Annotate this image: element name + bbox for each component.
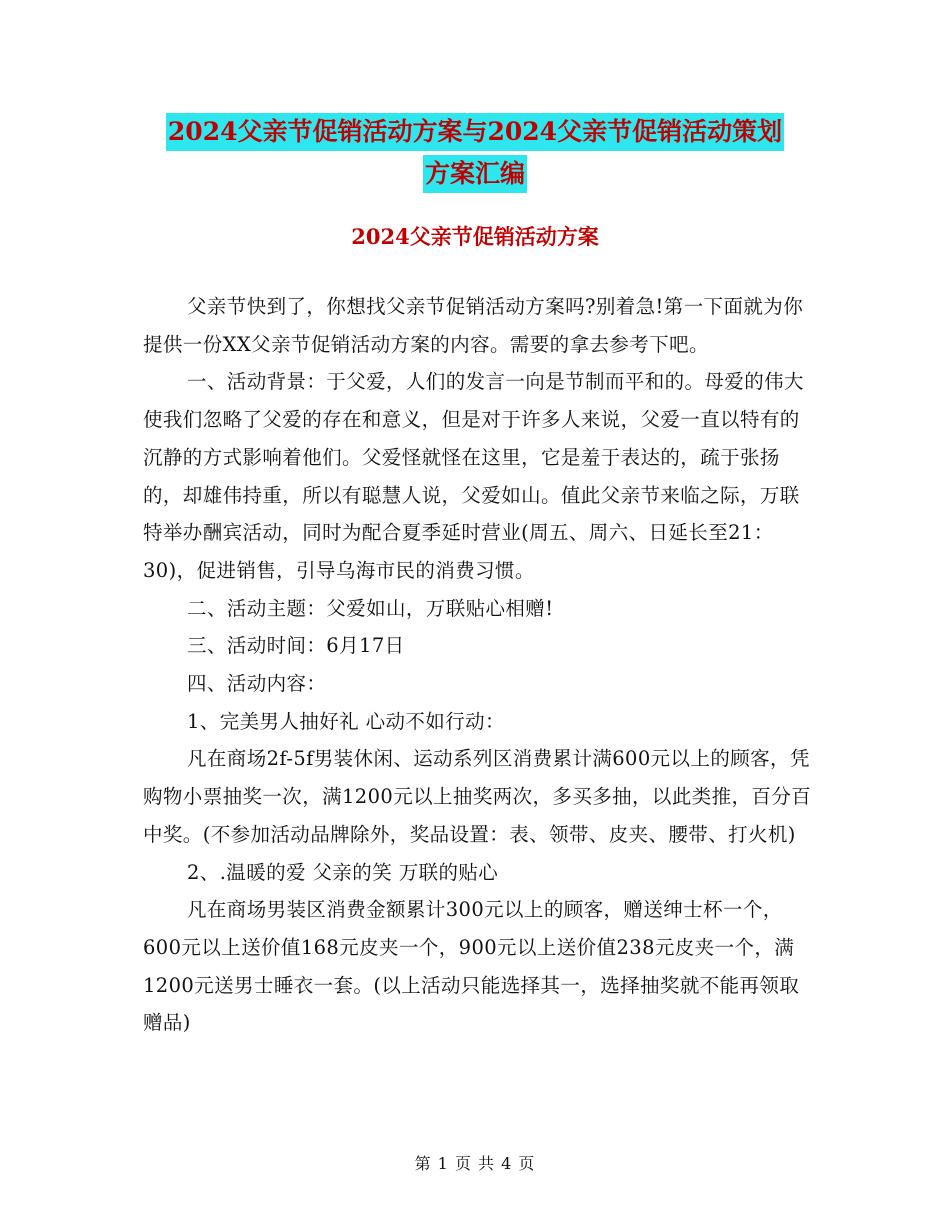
section-heading: 2024父亲节促销活动方案 <box>351 224 599 249</box>
page-number: 第 1 页 共 4 页 <box>414 1154 536 1173</box>
background-paragraph: 一、活动背景：于父爱，人们的发言一向是节制而平和的。母爱的伟大使我们忽略了父爱的存在和意义，但是对于许多人来说，父爱一直以特有的沉静的方式影响着他们。父爱怪就怪在这里，它是羞于表达的，疏于张扬的，却雄伟持重，所以有聪慧人说，父爱如山。值此父亲节来临之际，万联特举办酬宾活动，同时为配合夏季延时营业(周五、周六、日延长至21：30)，促进销售，引导乌海市民的消费习惯。 <box>143 370 804 582</box>
item-1-heading: 1、完美男人抽好礼 心动不如行动： <box>187 709 505 733</box>
item-2-paragraph: 凡在商场男装区消费金额累计300元以上的顾客，赠送绅士杯一个，600元以上送价值168元皮夹一个，900元以上送价值238元皮夹一个，满1200元送男士睡衣一套。(以上活动只能选择其一，选择抽奖就不能再领取赠品) <box>143 898 800 1035</box>
content-heading: 四、活动内容： <box>187 672 327 696</box>
time-paragraph: 三、活动时间：6月17日 <box>187 634 405 658</box>
document-body <box>143 288 813 1042</box>
theme-paragraph: 二、活动主题：父爱如山，万联贴心相赠! <box>187 596 554 620</box>
intro-paragraph: 父亲节快到了，你想找父亲节促销活动方案吗?别着急!第一下面就为你提供一份XX父亲节促销活动方案的内容。需要的拿去参考下吧。 <box>143 295 804 356</box>
item-2-heading: 2、.温暖的爱 父亲的笑 万联的贴心 <box>187 860 499 884</box>
title-line-1: 2024父亲节促销活动方案与2024父亲节促销活动策划 <box>166 113 784 151</box>
item-1-paragraph: 凡在商场2f-5f男装休闲、运动系列区消费累计满600元以上的顾客，凭购物小票抽奖一次，满1200元以上抽奖两次，多买多抽，以此类推，百分百中奖。(不参加活动品牌除外，奖品设置：表、领带、皮夹、腰带、打火机) <box>143 747 812 846</box>
title-line-2: 方案汇编 <box>423 155 527 193</box>
document-title <box>0 113 950 193</box>
